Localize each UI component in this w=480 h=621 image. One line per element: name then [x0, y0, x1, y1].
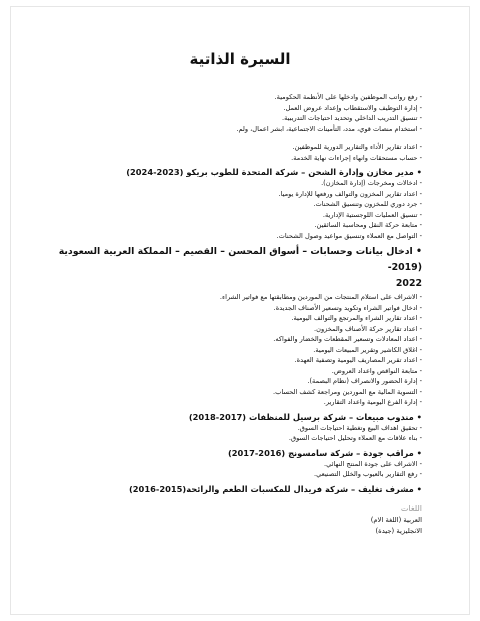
job-heading: • مدير مخازن وإدارة الشحن – شركة المتحدة للطوب بريكو (2023-2024): [58, 166, 422, 178]
job-heading-year: 2022: [395, 278, 422, 289]
list-item: - بناء علاقات مع العملاء وتحليل احتياجات السوق.: [58, 433, 422, 444]
list-item: - تحقيق اهداف البيع وتغطية احتياجات السوق.: [58, 423, 422, 434]
list-item: - استخدام منصات قوي، مدد، التأمينات الاجتماعية، ابشر اعمال، ولم.: [58, 124, 422, 135]
list-item: - تنسيق التدريب الداخلي وتحديد احتياجات التدريبية.: [58, 113, 422, 124]
job-heading: • مراقب جودة – شركة سامسونج (2016-2017): [58, 447, 422, 459]
list-item: - ادخالات ومخرجات (إدارة المخازن).: [58, 178, 422, 189]
list-item: - التواصل مع العملاء وتنسيق مواعيد وصول الشحنات.: [58, 231, 422, 242]
list-item: - اعداد تقارير المخزون والتوالف ورفعها للإدارة يوميا.: [58, 189, 422, 200]
document-title: السيرة الذاتية: [189, 50, 291, 68]
list-item: - التسوية المالية مع الموردين ومراجعة كشف الحساب.: [58, 387, 422, 398]
list-item: - اعداد تقارير الشراء والمرتجع والتوالف اليومية.: [58, 313, 422, 324]
list-item: - رفع التقارير بالعيوب والخلل التصنيعي.: [58, 469, 422, 480]
list-item: - ادخال فواتير الشراء وتكويد وتسعير الأصناف الجديدة.: [58, 303, 422, 314]
list-item: - الاشراف على جودة المنتج النهائي.: [58, 459, 422, 470]
job-heading-text: ادخال بيانات وحسابات – أسواق المحسن – القصيم – المملكة العربية السعودية (2019-: [58, 246, 422, 273]
list-item: - اعداد تقارير حركة الأصناف والمخزون.: [58, 324, 422, 335]
list-item: - اعداد المعادلات وتسعير المقطعات والخضار والفواكه.: [58, 334, 422, 345]
language-item: العربية (اللغة الام): [370, 515, 422, 524]
list-item: - تنسيق العمليات اللوجستية الإدارية.: [58, 210, 422, 221]
list-item: - متابعة النواقص واعداد العروض.: [58, 366, 422, 377]
languages-title: اللغات: [400, 503, 422, 513]
list-item: - الاشراف على استلام المنتجات من الموردين ومطابقتها مع فواتير الشراء.: [58, 292, 422, 303]
list-item: - رفع رواتب الموظفين وادخلها على الأنظمة الحكومية.: [58, 92, 422, 103]
list-item: - اعداد تقارير الأداء والتقارير الدورية للموظفين.: [58, 142, 422, 153]
list-item: - متابعة حركة النقل ومحاسبة السائقين.: [58, 220, 422, 231]
page-border: [10, 6, 470, 615]
list-item: - اغلاق الكاشير وتقرير المبيعات اليومية.: [58, 345, 422, 356]
list-item: - إدارة الفرع اليومية واعداد التقارير.: [58, 397, 422, 408]
list-item: - اعداد تقرير المصاريف اليومية وتصفية العهدة.: [58, 355, 422, 366]
list-item: - إدارة الحضور والانصراف (نظام البصمة).: [58, 376, 422, 387]
list-item: - حساب مستحقات وانهاء إجراءات نهاية الخدمة.: [58, 153, 422, 164]
job-heading: • مندوب مبيعات – شركة برسيل للمنظفات (2017-2018): [58, 411, 422, 423]
list-item: - إدارة التوظيف والاستقطاب وإعداد عروض العمل.: [58, 103, 422, 114]
job-heading: • مشرف تغليف – شركة فريدال للمكسبات الطعم والرائحة(2015-2016): [58, 483, 422, 495]
language-item: الانجليزية (جيدة): [375, 526, 422, 535]
list-item: - جرد دوري للمخزون وتنسيق الشحنات.: [58, 199, 422, 210]
